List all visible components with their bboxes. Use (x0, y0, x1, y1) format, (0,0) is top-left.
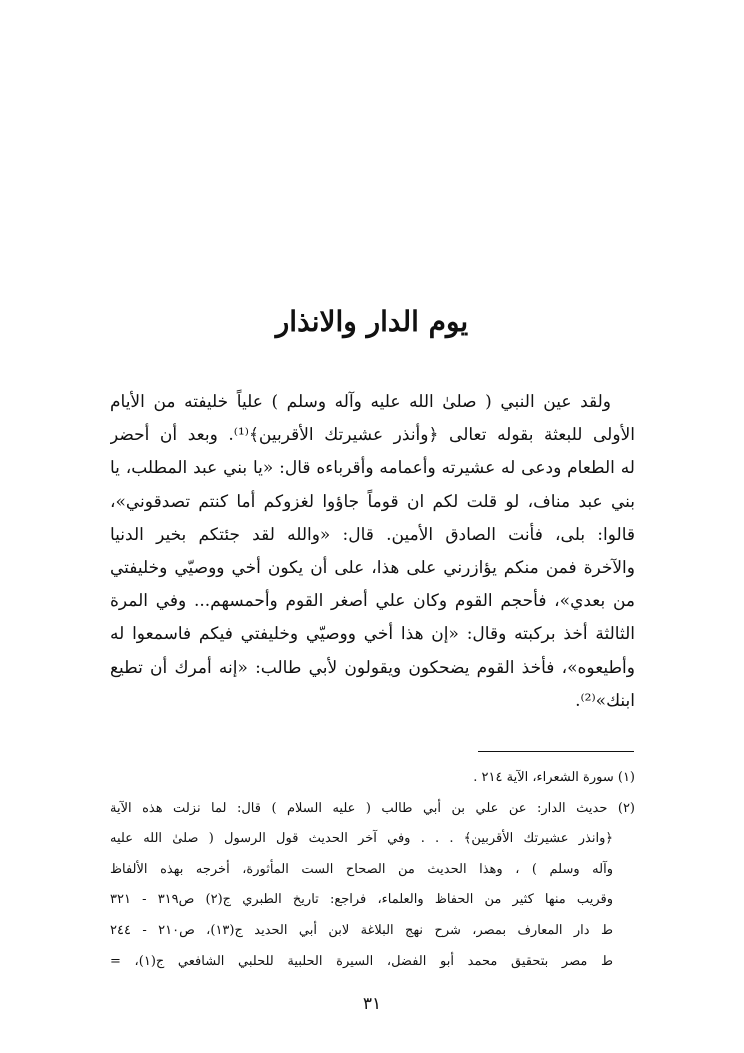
body-paragraph (110, 386, 635, 718)
footnote-line: ﴿وانذر عشيرتك الأقربين﴾ . . . وفي آخر الحديث قول الرسول ( صلىٰ الله عليه (110, 831, 613, 847)
footnote-line: وآله وسلم ) ، وهذا الحديث من الصحاح الست المأثورة، أخرجه بهذه الألفاظ (110, 861, 613, 877)
footnotes (110, 763, 635, 977)
body-line: له الطعام ودعى له عشيرته وأعمامه وأقرباءه قال: «يا بني عبد المطلب، يا (110, 458, 635, 479)
body-line: وأطيعوه»، فأخذ القوم يضحكون ويقولون لأبي طالب: «إنه أمرك أن تطيع (110, 657, 635, 678)
footnote-line: (٢) حديث الدار: عن علي بن أبي طالب ( عليه السلام ) قال: لما نزلت هذه الآية (110, 800, 635, 816)
body-line: بني عبد مناف، لو قلت لكم ان قوماً جاؤوا لغزوكم أما كنتم تصدقوني»، (110, 491, 635, 512)
body-line: الثالثة أخذ بركبته وقال: «إن هذا أخي ووصيّي وخليفتي فيكم فاسمعوا له (110, 624, 635, 645)
body-line: من بعدي»، فأحجم القوم وكان علي أصغر القوم وأحمسهم... وفي المرة (110, 591, 635, 612)
footnote-line: ط دار المعارف بمصر، شرح نهج البلاغة لابن أبي الحديد ج(١٣)، ص٢١٠ - ٢٤٤ (110, 922, 613, 938)
page-number: ٣١ (362, 994, 382, 1014)
footnote-divider (478, 751, 634, 752)
body-line: ابنك»⁽²⁾. (575, 690, 635, 711)
footnote-line: ط مصر بتحقيق محمد أبو الفضل، السيرة الحلبية للحلبي الشافعي ج(١)، = (110, 953, 613, 969)
body-line: ولقد عين النبي ( صلىٰ الله عليه وآله وسلم ) علياً خليفته من الأيام (110, 392, 611, 412)
body-line: والآخرة فمن منكم يؤازرني على هذا، على أن يكون أخي ووصيّي وخليفتي (110, 558, 635, 579)
footnote-line: وقريب منها كثير من الحفاظ والعلماء، فراجع: تاريخ الطبري ج(٢) ص٣١٩ - ٣٢١ (110, 892, 613, 908)
footnote-line: (١) سورة الشعراء، الآية ٢١٤ . (473, 770, 635, 785)
chapter-title: يوم الدار والانذار (275, 305, 469, 338)
body-line: قالوا: بلى، فأنت الصادق الأمين. قال: «والله لقد جئتكم بخير الدنيا (110, 524, 635, 545)
body-line: الأولى للبعثة بقوله تعالى ﴿وأنذر عشيرتك الأقربين﴾⁽¹⁾. وبعد أن أحضر (110, 425, 635, 446)
